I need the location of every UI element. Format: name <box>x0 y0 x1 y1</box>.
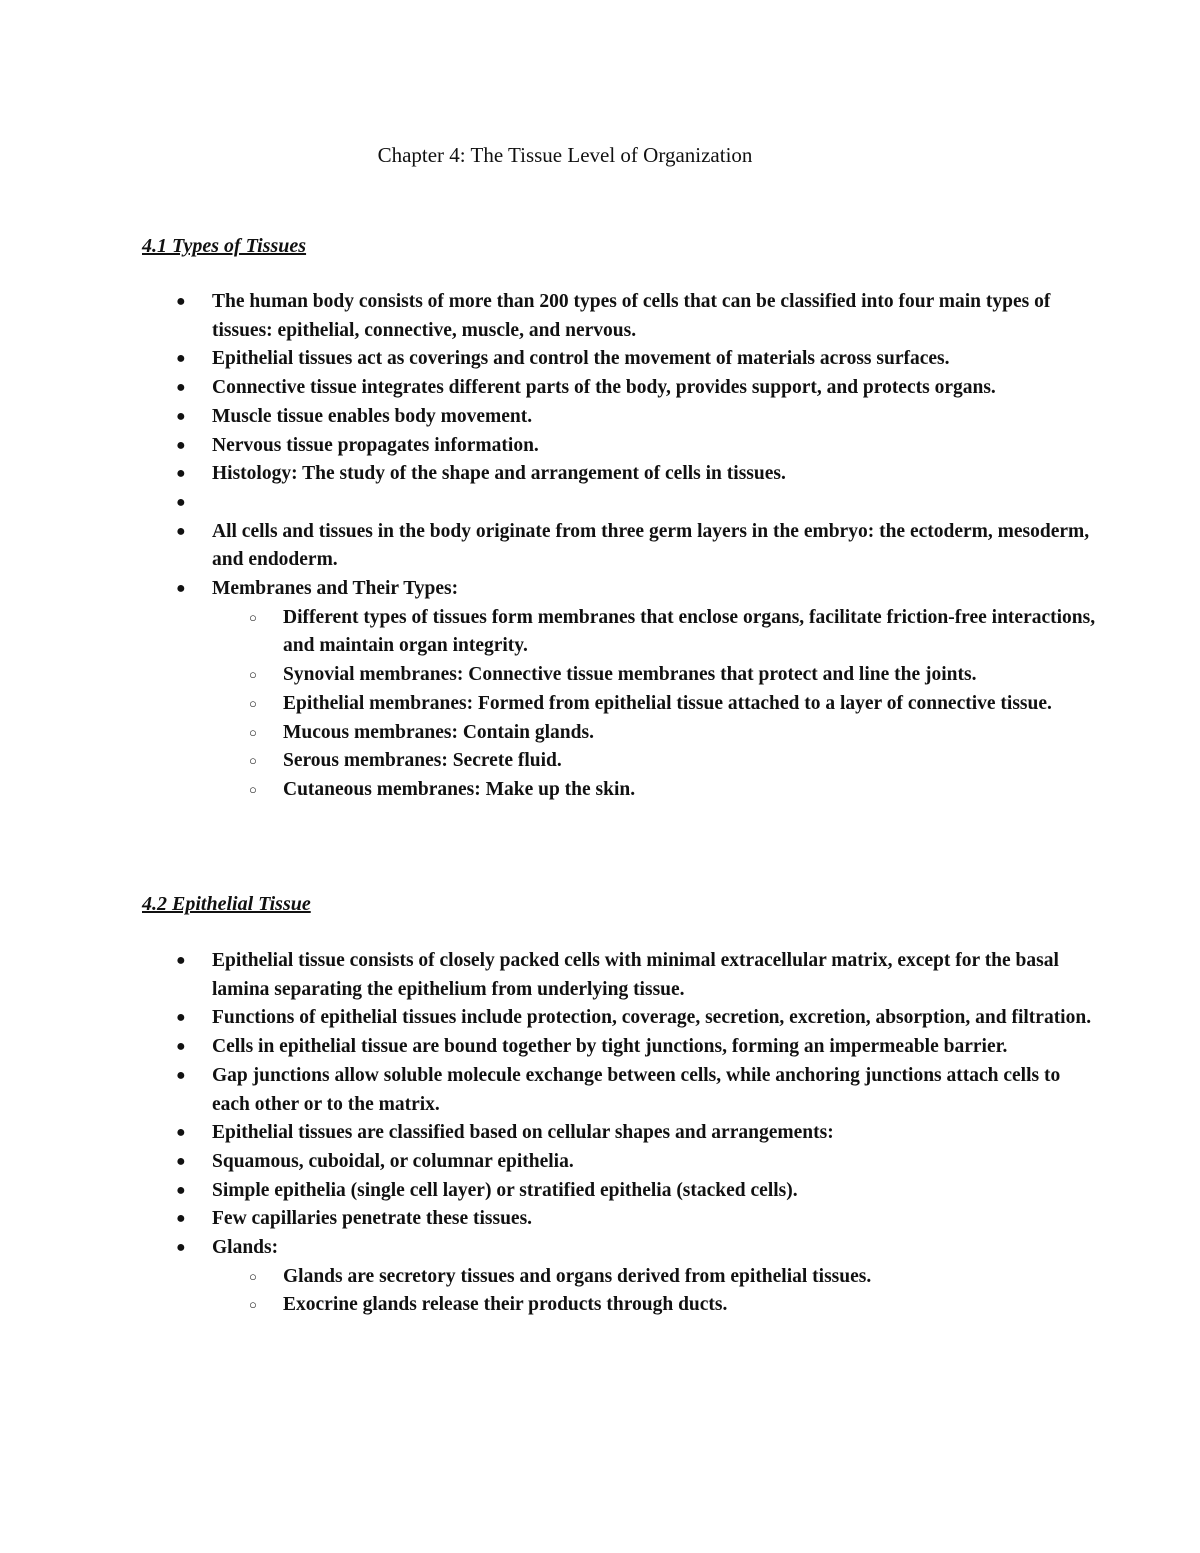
circle-bullet-icon: ○ <box>249 781 257 797</box>
list-item-text: Functions of epithelial tissues include protection, coverage, secretion, excretion, absorption, and filtration. <box>212 1007 1092 1029</box>
sub-list <box>212 1263 1100 1320</box>
list-item-text: Nervous tissue propagates information. <box>212 434 539 456</box>
list-item <box>0 460 1100 489</box>
bullet-icon: ● <box>176 1152 186 1170</box>
bullet-icon: ● <box>176 522 186 540</box>
circle-bullet-icon: ○ <box>249 753 257 769</box>
list-item <box>0 518 1100 575</box>
list-item-text: Connective tissue integrates different parts of the body, provides support, and protects organs. <box>212 377 996 399</box>
list-item <box>0 403 1100 432</box>
section-heading-epithelial-tissue: 4.2 Epithelial Tissue <box>142 893 311 915</box>
circle-bullet-icon: ○ <box>249 1297 257 1313</box>
list-item <box>0 489 1100 518</box>
list-item <box>0 947 1100 1004</box>
list-item-text: Glands: <box>212 1237 279 1259</box>
list-item <box>0 1119 1100 1148</box>
list-item-text: Few capillaries penetrate these tissues. <box>212 1208 533 1230</box>
bullet-icon: ● <box>176 952 186 969</box>
bullet-icon: ● <box>176 1124 186 1142</box>
list-item <box>0 374 1100 403</box>
sub-list-item <box>0 690 1100 719</box>
sub-list-item <box>0 719 1100 748</box>
sub-list <box>212 604 1100 805</box>
list-item <box>0 1177 1100 1206</box>
bullet-icon: ● <box>176 436 186 454</box>
circle-bullet-icon: ○ <box>249 724 257 740</box>
list-item <box>0 1004 1100 1033</box>
list-item <box>0 345 1100 374</box>
list-item <box>0 1205 1100 1234</box>
epithelial-tissue-list <box>0 947 1100 1320</box>
document-title: Chapter 4: The Tissue Level of Organization <box>377 143 753 167</box>
sub-list-item-text: Epithelial membranes: Formed from epithelial tissue attached to a layer of connective tissue. <box>283 692 1052 714</box>
list-item <box>0 1062 1100 1119</box>
sub-list-item <box>0 661 1100 690</box>
sub-list-item-text: Glands are secretory tissues and organs derived from epithelial tissues. <box>283 1265 872 1287</box>
sub-list-item-text: Mucous membranes: Contain glands. <box>283 721 594 743</box>
bullet-icon: ● <box>176 1066 186 1084</box>
bullet-icon: ● <box>176 1210 186 1228</box>
list-item-text: Epithelial tissues act as coverings and control the movement of materials across surfaces. <box>212 348 950 370</box>
list-item-text: Epithelial tissue consists of closely packed cells with minimal extracellular matrix, except for the basal lamina separating the epithelium from underlying tissue. <box>212 950 1059 1000</box>
list-item-text: All cells and tissues in the body originate from three germ layers in the embryo: the ectoderm, mesoderm, and endoderm. <box>212 520 1090 571</box>
list-item <box>0 432 1100 461</box>
section-heading-types-of-tissues: 4.1 Types of Tissues <box>142 235 307 257</box>
list-item-text: Membranes and Their Types: <box>212 578 459 600</box>
bullet-icon: ● <box>176 1009 186 1027</box>
circle-bullet-icon: ○ <box>249 1268 257 1284</box>
bullet-icon: ● <box>176 1038 186 1056</box>
list-item-text: The human body consists of more than 200 types of cells that can be classified into four main types of tissues: epithelial, connective, muscle, and nervous. <box>212 291 1051 341</box>
list-item-text: Epithelial tissues are classified based on cellular shapes and arrangements: <box>212 1122 834 1144</box>
circle-bullet-icon: ○ <box>249 609 257 625</box>
sub-list-item <box>0 1263 1100 1292</box>
list-item-text: Gap junctions allow soluble molecule exchange between cells, while anchoring junctions attach cells to each other or to the matrix. <box>212 1064 1061 1115</box>
bullet-icon: ● <box>176 1181 186 1199</box>
sub-list-item <box>0 1291 1100 1320</box>
list-item-text: Histology: The study of the shape and arrangement of cells in tissues. <box>212 463 786 485</box>
bullet-icon: ● <box>176 1239 186 1257</box>
types-of-tissues-list <box>0 288 1100 805</box>
sub-list-item <box>0 776 1100 805</box>
list-item <box>0 1234 1100 1320</box>
list-item-text: Simple epithelia (single cell layer) or stratified epithelia (stacked cells). <box>212 1179 798 1201</box>
sub-list-item <box>0 747 1100 776</box>
sub-list-item-text: Exocrine glands release their products through ducts. <box>283 1294 728 1316</box>
sub-list-item-text: Different types of tissues form membranes that enclose organs, facilitate friction-free interactions, and maintain organ integrity. <box>283 606 1096 657</box>
bullet-icon: ● <box>176 493 186 511</box>
bullet-icon: ● <box>176 580 186 598</box>
circle-bullet-icon: ○ <box>249 695 257 711</box>
bullet-icon: ● <box>176 350 186 368</box>
sub-list-item-text: Synovial membranes: Connective tissue membranes that protect and line the joints. <box>283 664 977 686</box>
circle-bullet-icon: ○ <box>249 667 257 683</box>
bullet-icon: ● <box>176 407 186 425</box>
list-item <box>0 575 1100 805</box>
list-item <box>0 1033 1100 1062</box>
sub-list-item-text: Cutaneous membranes: Make up the skin. <box>283 778 636 800</box>
sub-list-item <box>0 604 1100 661</box>
list-item <box>0 288 1100 345</box>
sub-list-item-text: Serous membranes: Secrete fluid. <box>283 750 562 772</box>
list-item-text: Muscle tissue enables body movement. <box>212 405 533 427</box>
bullet-icon: ● <box>176 293 186 310</box>
list-item-text: Cells in epithelial tissue are bound together by tight junctions, forming an impermeable barrier. <box>212 1036 1008 1058</box>
bullet-icon: ● <box>176 465 186 483</box>
list-item-text: Squamous, cuboidal, or columnar epithelia. <box>212 1150 574 1172</box>
bullet-icon: ● <box>176 379 186 397</box>
list-item <box>0 1148 1100 1177</box>
